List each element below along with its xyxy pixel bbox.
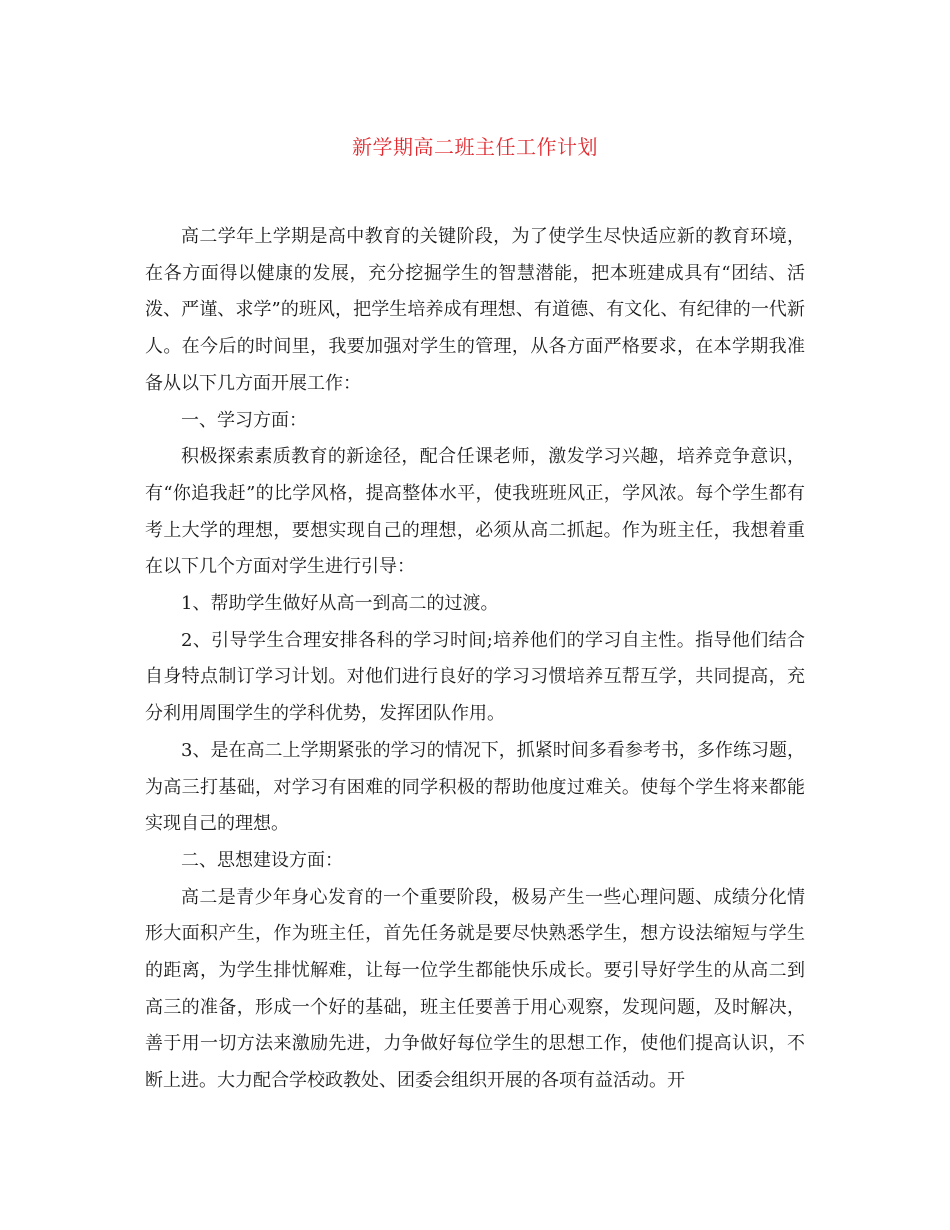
section-heading-study: 一、学习方面： (181, 409, 307, 431)
paragraph-study: 积极探索素质教育的新途径，配合任课老师，激发学习兴趣，培养竞争意识，有“你追我赶”的比学风格，提高整体水平，使我班班风正，学风浓。每个学生都有考上大学的理想，要想实现自己的理想，必须从高二抓起。作为班主任，我想着重在以下几个方面对学生进行引导： (145, 446, 805, 578)
document-body (145, 219, 805, 1100)
paragraph-ideology: 高二是青少年身心发育的一个重要阶段，极易产生一些心理问题、成绩分化情形大面积产生，作为班主任，首先任务就是要尽快熟悉学生，想方设法缩短与学生的距离，为学生排忧解难，让每一位学生都能快乐成长。要引导好学生的从高二到高三的准备，形成一个好的基础，班主任要善于用心观察，发现问题，及时解决，善于用一切方法来激励先进，力争做好每位学生的思想工作，使他们提高认识，不断上进。大力配合学校政教处、团委会组织开展的各项有益活动。开 (145, 886, 805, 1092)
list-item-3: 3、是在高二上学期紧张的学习的情况下，抓紧时间多看参考书，多作练习题，为高三打基础，对学习有困难的同学积极的帮助他度过难关。使每个学生将来都能实现自己的理想。 (145, 739, 805, 835)
list-item-1: 1、帮助学生做好从高一到高二的过渡。 (181, 593, 499, 615)
document-title: 新学期高二班主任工作计划 (352, 135, 598, 159)
paragraph-intro: 高二学年上学期是高中教育的关键阶段，为了使学生尽快适应新的教育环境，在各方面得以健康的发展，充分挖掘学生的智慧潜能，把本班建成具有“团结、活泼、严谨、求学”的班风，把学生培养成有理想、有道德、有文化、有纪律的一代新人。在今后的时间里，我要加强对学生的管理，从各方面严格要求，在本学期我准备从以下几方面开展工作： (145, 226, 805, 394)
section-heading-ideology: 二、思想建设方面： (181, 849, 343, 871)
list-item-2: 2、引导学生合理安排各科的学习时间;培养他们的学习自主性。指导他们结合自身特点制订学习计划。对他们进行良好的学习习惯培养互帮互学，共同提高，充分利用周围学生的学科优势，发挥团队作用。 (145, 629, 805, 725)
